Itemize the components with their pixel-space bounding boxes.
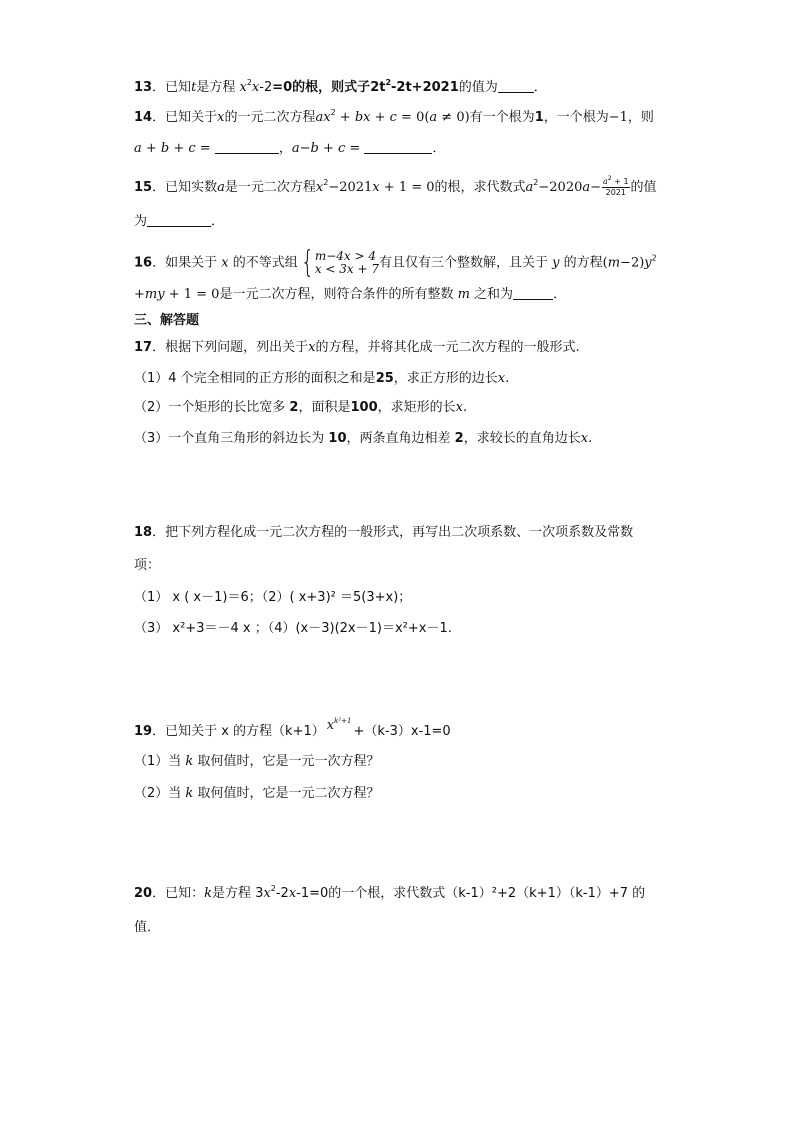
answer-blank[interactable] xyxy=(513,285,553,300)
question-17-part-3: （3）一个直角三角形的斜边长为 10，两条直角边相差 2，求较长的直角边长x. xyxy=(134,431,593,446)
answer-blank[interactable] xyxy=(215,139,279,154)
answer-blank[interactable] xyxy=(364,139,432,154)
question-16: 16．如果关于 x 的不等式组{ m−4x > 4 x < 3x + 7 有且仅有三个整数解，且关于 y 的方程$(m-2)y^2$ xyxy=(134,245,657,280)
question-number: 17 xyxy=(134,340,153,355)
question-number: 20 xyxy=(134,886,153,901)
question-19: 19．已知关于 x 的方程（k+1） $x^{k^2+1}+(k-3)x-1=0$ xyxy=(134,717,451,739)
question-20: 20．已知：k是方程 $3x^2-2x-1=0$的一个根，求代数式（k-1）²+2（k+1）（k-1）+7 的 xyxy=(134,884,646,901)
question-18: 18．把下列方程化成一元二次方程的一般形式，再写出二次项系数、一次项系数及常数 xyxy=(134,525,634,540)
question-17-part-1: （1）4 个完全相同的正方形的面积之和是25，求正方形的边长x. xyxy=(134,371,510,386)
question-13: 13．已知t是方程 $x^2x-2=0$的根，则式子$2t^2-2t+2021$的值为 ． xyxy=(134,78,547,95)
question-number: 16 xyxy=(134,255,153,271)
inequality-system: { m−4x > 4 x < 3x + 7 xyxy=(300,245,379,280)
question-number: 19 xyxy=(134,724,153,739)
question-20-cont: 值． xyxy=(134,920,161,935)
question-18-part-3-4: （3） x²+3＝－4 x ；（4）(x－3)(2x－1)＝x²+x－1. xyxy=(134,621,452,636)
question-15-cont: 为 ． xyxy=(134,214,225,229)
question-number: 18 xyxy=(134,525,153,540)
question-number: 14 xyxy=(134,110,153,125)
question-18-cont: 项： xyxy=(134,558,161,573)
question-number: 15 xyxy=(134,180,153,195)
answer-blank[interactable] xyxy=(498,78,534,93)
question-18-part-1-2: （1） x ( x－1)＝6；（2）( x+3)² ＝5(3+x)； xyxy=(134,590,412,605)
answer-blank[interactable] xyxy=(147,212,211,227)
question-17: 17．根据下列问题，列出关于x的方程，并将其化成一元二次方程的一般形式. xyxy=(134,340,580,355)
question-14-cont: a + b + c = ，a−b + c = ． xyxy=(134,141,446,156)
section-heading: 三、解答题 xyxy=(134,313,200,328)
question-19-part-2: （2）当 k 取何值时，它是一元二次方程？ xyxy=(134,786,380,801)
question-19-part-1: （1）当 k 取何值时，它是一元一次方程？ xyxy=(134,754,380,769)
question-number: 13 xyxy=(134,80,153,95)
question-16-cont: +my + 1 = 0是一元二次方程，则符合条件的所有整数 m 之和为 ． xyxy=(134,287,567,302)
question-14: 14．已知关于x的一元二次方程$ax^2$ + bx + c = 0(a ≠ 0)有一个根为1，一个根为−1，则 xyxy=(134,108,654,125)
question-17-part-2: （2）一个矩形的长比宽多 2，面积是100，求矩形的长x. xyxy=(134,400,468,415)
fraction: $\frac{a^2 + 1}{2021}$ xyxy=(603,175,629,197)
question-15: 15．已知实数a是一元二次方程$x^2-2021x + 1 = 0$的根，求代数式$a^2-2020a-$ $\frac{a^2 + 1}{2021}$ 的值 xyxy=(134,175,657,197)
